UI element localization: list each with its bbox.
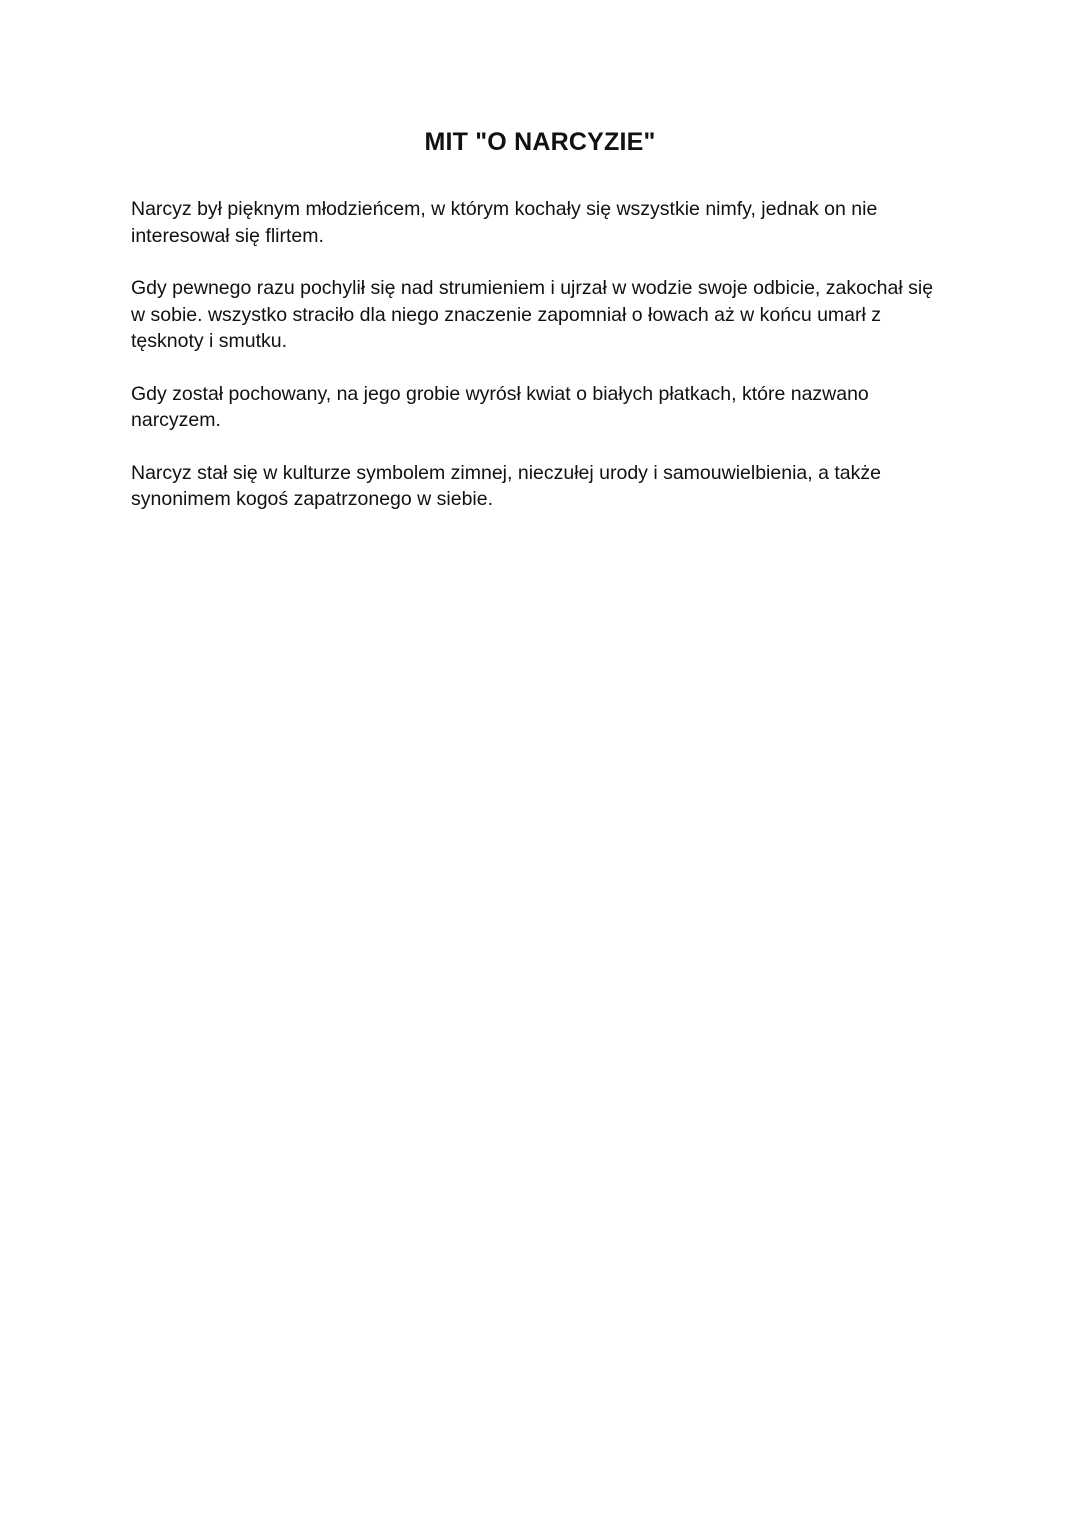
paragraph: Gdy pewnego razu pochylił się nad strumieniem i ujrzał w wodzie swoje odbicie, zakochał się w sobie. wszystko straciło dla niego znaczenie zapomniał o łowach aż w końcu umarł z tęsknoty i smutku. [131,277,934,352]
paragraph: Narcyz był pięknym młodzieńcem, w którym kochały się wszystkie nimfy, jednak on nie interesował się flirtem. [131,198,878,247]
document-title: MIT "O NARCYZIE" [424,128,656,156]
paragraph: Gdy został pochowany, na jego grobie wyrósł kwiat o białych płatkach, które nazwano narcyzem. [131,382,869,431]
document-body [131,196,951,539]
paragraph: Narcyz stał się w kulturze symbolem zimnej, nieczułej urody i samouwielbienia, a także synonimem kogoś zapatrzonego w siebie. [131,461,881,510]
